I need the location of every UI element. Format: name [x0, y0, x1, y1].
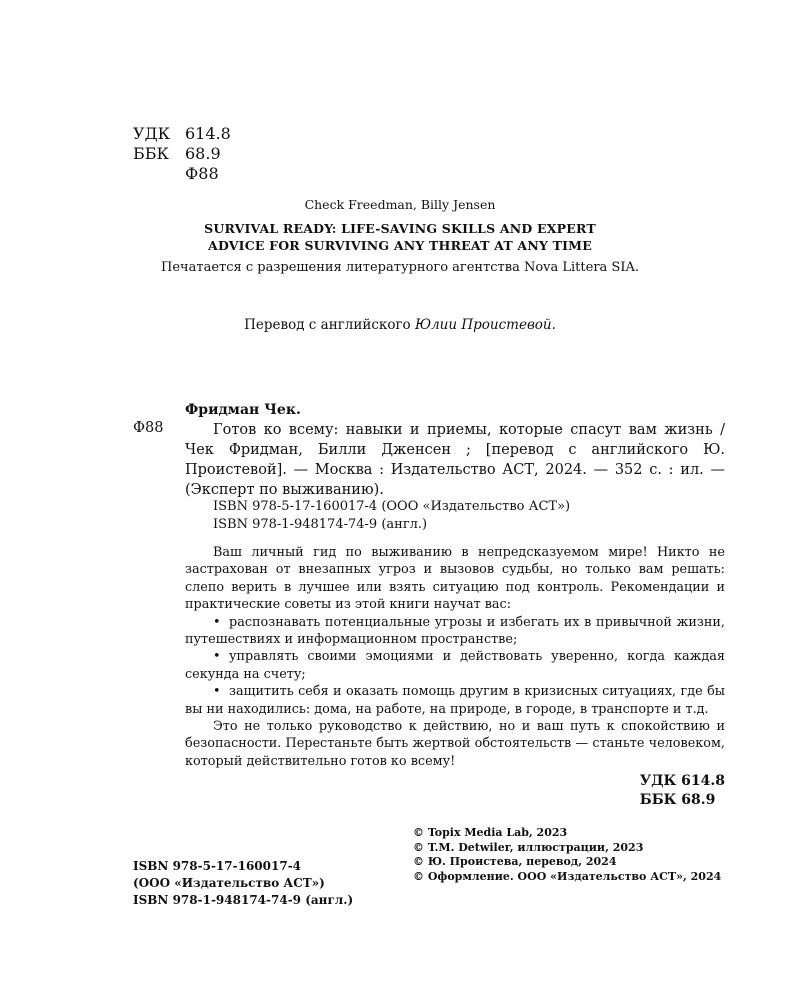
original-title-line-1: SURVIVAL READY: LIFE-SAVING SKILLS AND EXPERT — [204, 221, 596, 236]
annotation — [185, 544, 725, 770]
author-code: Ф88 — [185, 164, 219, 183]
annotation-bullet-2-text: управлять своими эмоциями и действовать уверенно, когда каждая секунда на счету; — [185, 649, 725, 682]
catalog-description — [185, 418, 725, 500]
catalog-isbn-list — [213, 498, 570, 534]
annotation-bullet-1-text: распознавать потенциальные угрозы и избегать их в привычной жизни, путешествиях и информационном пространстве; — [185, 614, 725, 648]
isbn-block — [133, 858, 353, 909]
bbk-value: 68.9 — [185, 144, 221, 163]
isbn-line-2: (ООО «Издательство АСТ») — [133, 876, 325, 890]
permission-note: Печатается с разрешения литературного агентства Nova Littera SIA. — [161, 260, 639, 275]
annotation-bullet-3 — [185, 683, 725, 718]
original-authors: Check Freedman, Billy Jensen — [304, 197, 496, 212]
classification-block — [133, 124, 231, 184]
copyright-line-1: © Topix Media Lab, 2023 — [413, 826, 568, 839]
copyright-line-2: © T.M. Detwiler, иллюстрации, 2023 — [413, 840, 644, 854]
udk-value: 614.8 — [185, 124, 231, 143]
bbk-label: ББК — [133, 144, 169, 163]
annotation-bullet-2 — [185, 648, 725, 683]
original-title — [130, 220, 670, 254]
annotation-intro: Ваш личный гид по выживанию в непредсказуемом мире! Никто не застрахован от внезапных угроз и вызовов судьбы, но только вам решать: слепо верить в лучшее или взять ситуацию под контроль. Рекомендации и практические советы из этой книги научат вас: — [185, 545, 725, 613]
translator-name: Юлии Проистевой — [414, 317, 552, 333]
catalog-isbn-1: ISBN 978-5-17-160017-4 (ООО «Издательство АСТ») — [213, 499, 571, 514]
bullet-marker: • — [213, 614, 221, 630]
bullet-marker: • — [213, 684, 221, 700]
translation-prefix: Перевод с английского — [244, 317, 415, 333]
catalog-description-text: Готов ко всему: навыки и приемы, которые спасут вам жизнь / Чек Фридман, Билли Дженсен ; [перевод с английского Ю. Проистевой]. — Москва : Издательство АСТ, 2024. — 352 с. : ил. — (Эксперт по выживанию). — [185, 422, 725, 498]
translation-suffix: . — [551, 317, 556, 333]
bullet-marker: • — [213, 649, 221, 665]
annotation-bullet-3-text: защитить себя и оказать помощь другим в кризисных ситуациях, где бы вы ни находились: дома, на работе, на природе, в городе, в транспорте и т.д. — [185, 684, 725, 717]
isbn-line-1: ISBN 978-5-17-160017-4 — [133, 859, 302, 873]
copyright-line-4: © Оформление. ООО «Издательство АСТ», 2024 — [413, 869, 722, 883]
catalog-author-code: Ф88 — [133, 420, 164, 436]
catalog-isbn-2: ISBN 978-1-948174-74-9 (англ.) — [213, 517, 428, 532]
udk-row — [133, 124, 231, 144]
udk-bottom: УДК 614.8 — [639, 773, 725, 789]
annotation-outro: Это не только руководство к действию, но и ваш путь к спокойствию и безопасности. Перестаньте быть жертвой обстоятельств — станьте человеком, который действительно готов ко всему! — [185, 719, 725, 769]
catalog-author: Фридман Чек. — [185, 402, 301, 418]
original-title-line-2: ADVICE FOR SURVIVING ANY THREAT AT ANY TIME — [208, 238, 592, 253]
bbk-bottom: ББК 68.9 — [639, 792, 716, 808]
index-bottom — [640, 772, 725, 810]
annotation-bullet-1 — [185, 614, 725, 649]
translation-credit — [130, 317, 670, 333]
copyright-block — [413, 826, 721, 884]
udk-label: УДК — [133, 124, 170, 143]
copyright-line-3: © Ю. Проистева, перевод, 2024 — [413, 855, 617, 868]
bbk-row — [133, 144, 231, 164]
isbn-line-3: ISBN 978-1-948174-74-9 (англ.) — [133, 893, 354, 907]
